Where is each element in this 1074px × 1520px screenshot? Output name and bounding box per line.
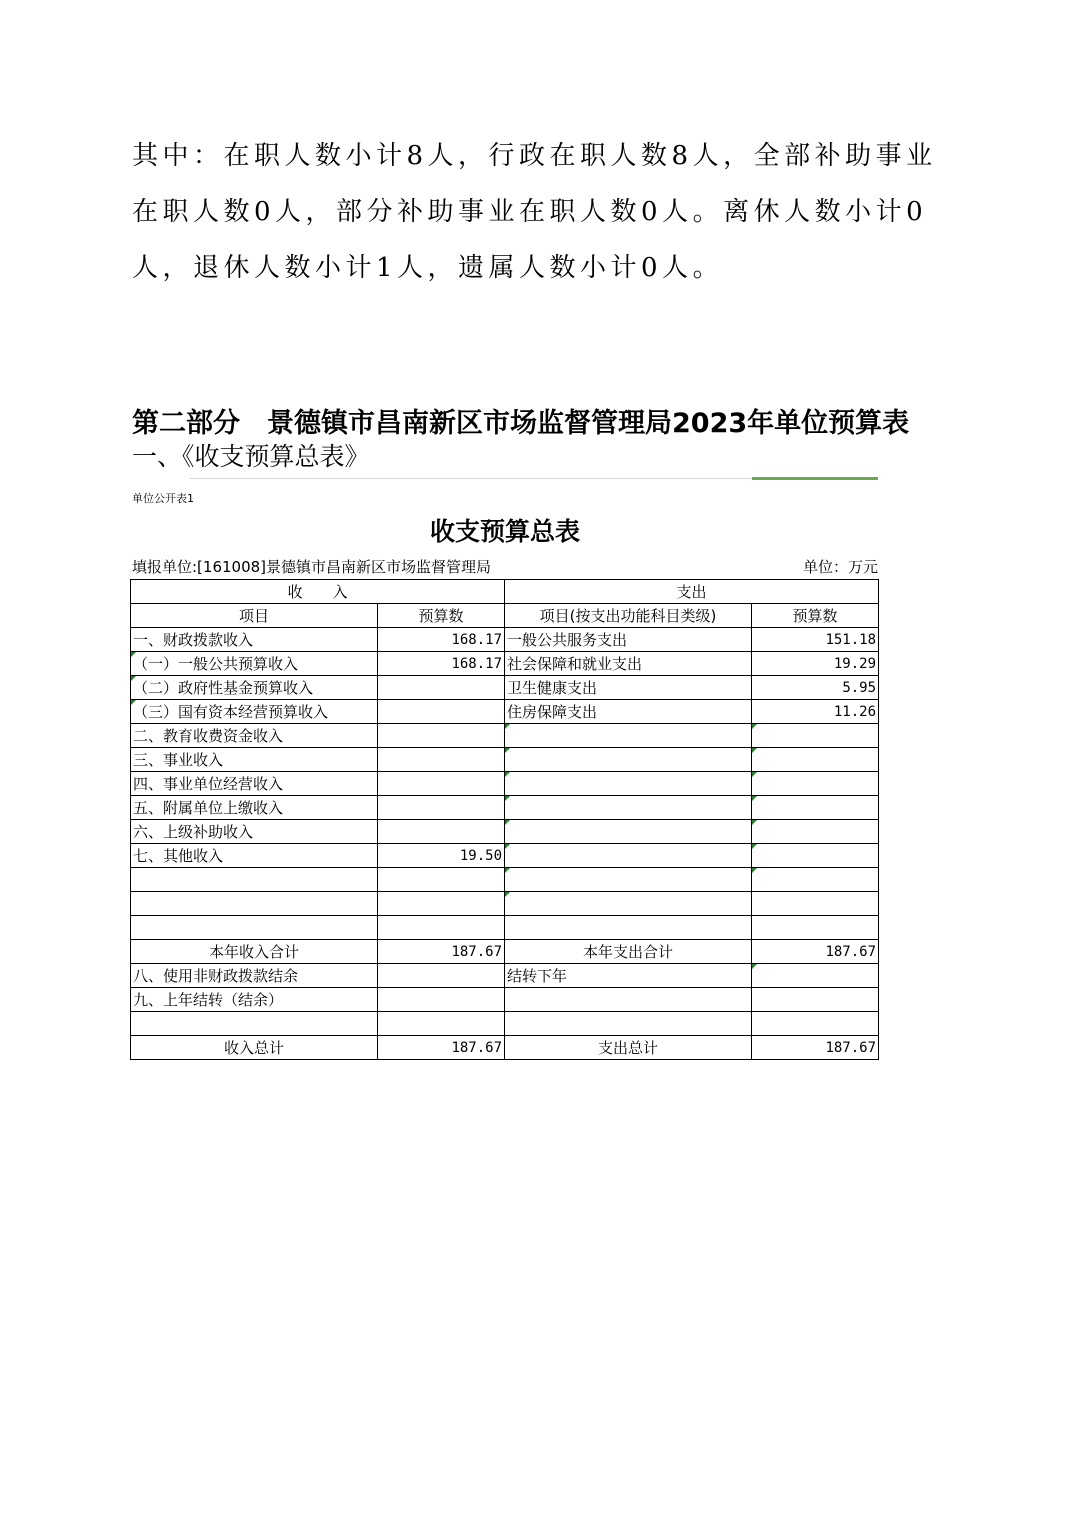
expense-group-header: 支出 xyxy=(505,580,879,604)
expense-amount-cell: 19.29 xyxy=(752,652,879,676)
income-amount-cell xyxy=(378,700,505,724)
table-row xyxy=(131,676,879,700)
income-group-header: 收 入 xyxy=(131,580,505,604)
table-row xyxy=(131,820,879,844)
table-row xyxy=(131,796,879,820)
table-row xyxy=(131,988,879,1012)
income-amount-header: 预算数 xyxy=(378,604,505,628)
expense-amount-cell xyxy=(752,1012,879,1036)
income-amount-cell xyxy=(378,964,505,988)
expense-total-label: 支出总计 xyxy=(505,1036,752,1060)
expense-amount-cell xyxy=(752,868,879,892)
income-amount-cell xyxy=(378,892,505,916)
grand-total-row xyxy=(131,1036,879,1060)
sheet-selection-indicator xyxy=(752,477,878,480)
income-amount-cell xyxy=(378,748,505,772)
income-item-header: 项目 xyxy=(131,604,378,628)
income-item-cell: 二、教育收费资金收入 xyxy=(131,724,378,748)
income-subtotal-label: 本年收入合计 xyxy=(131,940,378,964)
table-row xyxy=(131,916,879,940)
expense-total-amount: 187.67 xyxy=(752,1036,879,1060)
income-amount-cell xyxy=(378,820,505,844)
table-row xyxy=(131,892,879,916)
expense-item-cell xyxy=(505,916,752,940)
expense-amount-header: 预算数 xyxy=(752,604,879,628)
expense-item-header: 项目(按支出功能科目类级) xyxy=(505,604,752,628)
expense-item-cell xyxy=(505,748,752,772)
income-item-cell xyxy=(131,916,378,940)
table-row xyxy=(131,868,879,892)
income-amount-cell xyxy=(378,868,505,892)
income-item-cell: 六、上级补助收入 xyxy=(131,820,378,844)
table-row xyxy=(131,964,879,988)
income-amount-cell: 19.50 xyxy=(378,844,505,868)
income-item-cell: 七、其他收入 xyxy=(131,844,378,868)
income-item-cell xyxy=(131,868,378,892)
expense-subtotal-label: 本年支出合计 xyxy=(505,940,752,964)
income-total-amount: 187.67 xyxy=(378,1036,505,1060)
table-row xyxy=(131,772,879,796)
sheet-filler-unit: 填报单位:[161008]景德镇市昌南新区市场监督管理局 xyxy=(132,558,492,576)
sheet-currency-unit: 单位：万元 xyxy=(802,558,878,576)
expense-amount-cell xyxy=(752,892,879,916)
income-item-cell: （三）国有资本经营预算收入 xyxy=(131,700,378,724)
income-amount-cell: 168.17 xyxy=(378,628,505,652)
expense-amount-cell xyxy=(752,820,879,844)
table-row xyxy=(131,724,879,748)
column-header-row xyxy=(131,604,879,628)
table-row xyxy=(131,748,879,772)
income-amount-cell xyxy=(378,988,505,1012)
income-item-cell: 一、财政拨款收入 xyxy=(131,628,378,652)
expense-amount-cell: 5.95 xyxy=(752,676,879,700)
income-item-cell: 五、附属单位上缴收入 xyxy=(131,796,378,820)
table-row xyxy=(131,700,879,724)
income-amount-cell xyxy=(378,916,505,940)
income-amount-cell xyxy=(378,724,505,748)
expense-amount-cell xyxy=(752,724,879,748)
expense-amount-cell: 11.26 xyxy=(752,700,879,724)
sheet-top-divider xyxy=(190,478,752,479)
income-item-cell: 九、上年结转（结余） xyxy=(131,988,378,1012)
budget-summary-table xyxy=(130,579,879,1060)
income-amount-cell xyxy=(378,772,505,796)
subtotal-row xyxy=(131,940,879,964)
expense-amount-cell: 151.18 xyxy=(752,628,879,652)
expense-item-cell xyxy=(505,892,752,916)
table-row xyxy=(131,1012,879,1036)
income-amount-cell xyxy=(378,796,505,820)
expense-item-cell xyxy=(505,868,752,892)
table-row xyxy=(131,628,879,652)
expense-item-cell: 卫生健康支出 xyxy=(505,676,752,700)
income-item-cell: （一）一般公共预算收入 xyxy=(131,652,378,676)
expense-item-cell xyxy=(505,1012,752,1036)
table-row xyxy=(131,652,879,676)
income-item-cell xyxy=(131,892,378,916)
income-total-label: 收入总计 xyxy=(131,1036,378,1060)
expense-item-cell: 住房保障支出 xyxy=(505,700,752,724)
sheet-title: 收支预算总表 xyxy=(429,517,580,546)
expense-item-cell: 结转下年 xyxy=(505,964,752,988)
expense-item-cell xyxy=(505,820,752,844)
income-amount-cell xyxy=(378,676,505,700)
expense-item-cell: 一般公共服务支出 xyxy=(505,628,752,652)
expense-item-cell xyxy=(505,844,752,868)
intro-paragraph: 其中：在职人数小计8人，行政在职人数8人，全部补助事业在职人数0人，部分补助事业在职人数0人。离休人数小计0人，退休人数小计1人，遗属人数小计0人。 xyxy=(132,141,937,283)
expense-amount-cell xyxy=(752,796,879,820)
expense-amount-cell xyxy=(752,772,879,796)
income-item-cell: 四、事业单位经营收入 xyxy=(131,772,378,796)
expense-subtotal-amount: 187.67 xyxy=(752,940,879,964)
expense-amount-cell xyxy=(752,748,879,772)
expense-item-cell xyxy=(505,796,752,820)
income-amount-cell xyxy=(378,1012,505,1036)
income-item-cell: （二）政府性基金预算收入 xyxy=(131,676,378,700)
income-item-cell xyxy=(131,1012,378,1036)
expense-item-cell xyxy=(505,988,752,1012)
expense-amount-cell xyxy=(752,988,879,1012)
expense-amount-cell xyxy=(752,964,879,988)
income-amount-cell: 168.17 xyxy=(378,652,505,676)
expense-item-cell xyxy=(505,724,752,748)
section-subtitle: 一、《收支预算总表》 xyxy=(132,442,370,471)
income-item-cell: 八、使用非财政拨款结余 xyxy=(131,964,378,988)
sheet-tag: 单位公开表1 xyxy=(132,492,194,505)
expense-amount-cell xyxy=(752,844,879,868)
income-item-cell: 三、事业收入 xyxy=(131,748,378,772)
expense-item-cell: 社会保障和就业支出 xyxy=(505,652,752,676)
expense-amount-cell xyxy=(752,916,879,940)
income-subtotal-amount: 187.67 xyxy=(378,940,505,964)
expense-item-cell xyxy=(505,772,752,796)
section-title: 第二部分 景德镇市昌南新区市场监督管理局2023年单位预算表 xyxy=(132,408,910,439)
group-header-row xyxy=(131,580,879,604)
table-row xyxy=(131,844,879,868)
